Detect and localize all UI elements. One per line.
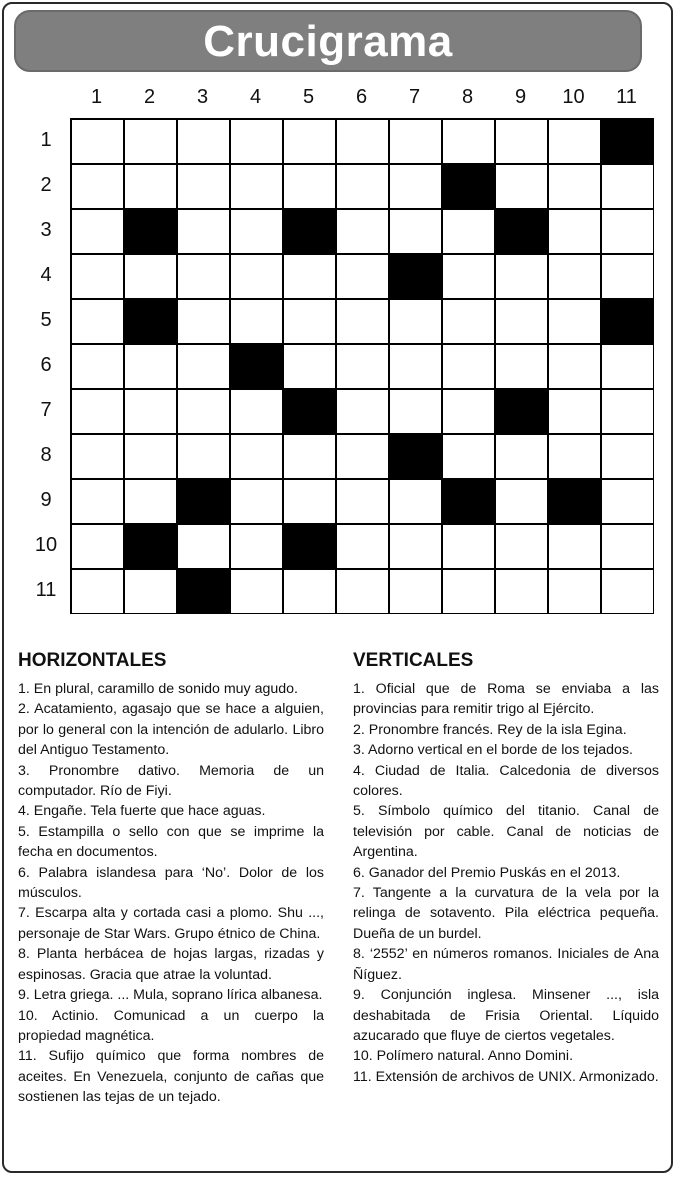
row-number: 6 — [40, 354, 52, 376]
grid-cell[interactable] — [549, 255, 600, 298]
grid-cell[interactable] — [337, 300, 388, 343]
grid-cell[interactable] — [72, 165, 123, 208]
grid-cell[interactable] — [443, 120, 494, 163]
grid-cell[interactable] — [443, 255, 494, 298]
grid-cell[interactable] — [602, 255, 653, 298]
title-banner — [14, 10, 642, 72]
row-number: 7 — [40, 399, 52, 421]
crossword-grid — [70, 118, 654, 614]
grid-cell[interactable] — [337, 255, 388, 298]
column-number: 7 — [408, 86, 421, 108]
grid-cell[interactable] — [390, 210, 441, 253]
black-cell — [284, 390, 335, 433]
grid-cell[interactable] — [337, 390, 388, 433]
grid-cell[interactable] — [72, 120, 123, 163]
row-number: 2 — [40, 174, 52, 196]
black-cell — [125, 210, 176, 253]
grid-cell[interactable] — [231, 435, 282, 478]
grid-cell[interactable] — [549, 210, 600, 253]
grid-cell[interactable] — [284, 345, 335, 388]
black-cell — [178, 570, 229, 613]
grid-cell[interactable] — [390, 165, 441, 208]
grid-cell[interactable] — [231, 480, 282, 523]
grid-cell[interactable] — [496, 345, 547, 388]
clue-item: 5. Símbolo químico del titanio. Canal de televisión por cable. Canal de noticias de Argentina. — [353, 803, 659, 861]
grid-cell[interactable] — [390, 300, 441, 343]
row-number: 1 — [40, 129, 52, 151]
grid-cell[interactable] — [125, 390, 176, 433]
grid-cell[interactable] — [178, 165, 229, 208]
grid-cell[interactable] — [231, 300, 282, 343]
grid-cell[interactable] — [602, 525, 653, 568]
column-number: 8 — [461, 86, 474, 108]
black-cell — [496, 210, 547, 253]
grid-cell[interactable] — [231, 390, 282, 433]
grid-cell[interactable] — [390, 570, 441, 613]
horizontales-heading: HORIZONTALES — [18, 650, 167, 671]
clue-item: 8. ‘2552’ en números romanos. Iniciales de Ana Ñíguez. — [353, 946, 659, 983]
black-cell — [284, 525, 335, 568]
column-number: 11 — [616, 86, 637, 108]
grid-cell[interactable] — [178, 345, 229, 388]
grid-cell[interactable] — [549, 390, 600, 433]
column-number: 1 — [90, 86, 103, 108]
black-cell — [390, 255, 441, 298]
clue-item: 6. Ganador del Premio Puskás en el 2013. — [353, 864, 621, 881]
clue-item: 11. Sufijo químico que forma nombres de aceites. En Venezuela, conjunto de cañas que sostienen las tejas de un tejado. — [18, 1048, 324, 1106]
column-number: 2 — [143, 86, 156, 108]
grid-cell[interactable] — [178, 120, 229, 163]
clue-item: 7. Escarpa alta y cortada casi a plomo. Shu ..., personaje de Star Wars. Grupo étnico de China. — [18, 905, 324, 942]
row-number: 5 — [40, 309, 52, 331]
black-cell — [443, 480, 494, 523]
grid-cell[interactable] — [443, 210, 494, 253]
black-cell — [496, 390, 547, 433]
black-cell — [125, 300, 176, 343]
grid-cell[interactable] — [178, 435, 229, 478]
grid-cell[interactable] — [125, 435, 176, 478]
black-cell — [231, 345, 282, 388]
black-cell — [602, 120, 653, 163]
grid-cell[interactable] — [72, 255, 123, 298]
clue-item: 5. Estampilla o sello con que se imprime la fecha en documentos. — [18, 823, 324, 861]
grid-cell[interactable] — [231, 165, 282, 208]
clue-item: 9. Letra griega. ... Mula, soprano lírica albanesa. — [18, 987, 323, 1004]
grid-cell[interactable] — [125, 570, 176, 613]
grid-cell[interactable] — [125, 165, 176, 208]
grid-cell[interactable] — [602, 435, 653, 478]
column-number: 10 — [562, 86, 585, 108]
black-cell — [178, 480, 229, 523]
grid-cell[interactable] — [231, 120, 282, 163]
column-number: 6 — [355, 86, 368, 108]
grid-cell[interactable] — [178, 255, 229, 298]
grid-cell[interactable] — [337, 480, 388, 523]
clue-item: 7. Tangente a la curvatura de la vela por la relinga de sotavento. Pila eléctrica pequeña. Dueña de un burdel. — [353, 885, 659, 942]
horizontales-clue-list — [18, 679, 324, 1108]
clue-item: 1. Oficial que de Roma se enviaba a las provincias para remitir trigo al Ejército. — [353, 681, 659, 718]
black-cell — [125, 525, 176, 568]
grid-cell[interactable] — [125, 345, 176, 388]
grid-cell[interactable] — [178, 525, 229, 568]
grid-cell[interactable] — [496, 120, 547, 163]
grid-cell[interactable] — [284, 435, 335, 478]
row-number: 9 — [40, 489, 52, 511]
page-title: Crucigrama — [203, 17, 453, 66]
grid-cell[interactable] — [284, 120, 335, 163]
grid-cell[interactable] — [284, 255, 335, 298]
black-cell — [549, 480, 600, 523]
grid-cell[interactable] — [125, 480, 176, 523]
grid-cell[interactable] — [125, 120, 176, 163]
grid-cell[interactable] — [72, 525, 123, 568]
grid-cell[interactable] — [390, 390, 441, 433]
grid-cell[interactable] — [390, 525, 441, 568]
grid-cell[interactable] — [231, 255, 282, 298]
grid-cell[interactable] — [443, 570, 494, 613]
grid-cell[interactable] — [231, 210, 282, 253]
row-number: 8 — [40, 444, 52, 466]
clue-item: 6. Palabra islandesa para ‘No’. Dolor de los músculos. — [18, 864, 324, 902]
grid-cell[interactable] — [443, 300, 494, 343]
grid-cell[interactable] — [337, 120, 388, 163]
grid-cell[interactable] — [72, 390, 123, 433]
row-number: 4 — [40, 264, 52, 286]
grid-cell[interactable] — [602, 210, 653, 253]
grid-cell[interactable] — [390, 345, 441, 388]
grid-cell[interactable] — [549, 120, 600, 163]
clue-item: 2. Acatamiento, agasajo que se hace a alguien, por lo general con la intención de adularlo. Libro del Antiguo Testamento. — [18, 701, 324, 759]
grid-cell[interactable] — [549, 345, 600, 388]
clue-item: 11. Extensión de archivos de UNIX. Armonizado. — [353, 1068, 659, 1085]
grid-cell[interactable] — [549, 525, 600, 568]
clue-item: 10. Actinio. Comunicad a un cuerpo la propiedad magnética. — [18, 1007, 324, 1044]
column-number: 4 — [249, 86, 262, 108]
grid-cell[interactable] — [284, 570, 335, 613]
grid-cell[interactable] — [496, 525, 547, 568]
grid-cell[interactable] — [602, 345, 653, 388]
grid-cell[interactable] — [72, 345, 123, 388]
grid-cell[interactable] — [443, 525, 494, 568]
grid-cell[interactable] — [390, 120, 441, 163]
grid-cell[interactable] — [496, 255, 547, 298]
grid-cell[interactable] — [125, 255, 176, 298]
grid-cell[interactable] — [231, 525, 282, 568]
clue-item: 1. En plural, caramillo de sonido muy agudo. — [18, 681, 298, 697]
grid-cell[interactable] — [337, 165, 388, 208]
grid-cell[interactable] — [496, 300, 547, 343]
clue-item: 3. Pronombre dativo. Memoria de un computador. Río de Fiyi. — [18, 762, 324, 800]
verticales-clue-list — [353, 679, 659, 1087]
row-number: 10 — [34, 534, 58, 556]
grid-cell[interactable] — [337, 345, 388, 388]
grid-cell[interactable] — [337, 210, 388, 253]
grid-cell[interactable] — [72, 210, 123, 253]
clue-item: 8. Planta herbácea de hojas largas, rizadas y espinosas. Gracia que atrae la voluntad. — [18, 946, 324, 983]
grid-cell[interactable] — [602, 390, 653, 433]
grid-cell[interactable] — [178, 300, 229, 343]
black-cell — [284, 210, 335, 253]
grid-cell[interactable] — [337, 435, 388, 478]
grid-cell[interactable] — [602, 480, 653, 523]
grid-cell[interactable] — [443, 435, 494, 478]
grid-cell[interactable] — [72, 570, 123, 613]
grid-cell[interactable] — [602, 570, 653, 613]
grid-cell[interactable] — [72, 480, 123, 523]
grid-cell[interactable] — [337, 525, 388, 568]
verticales-heading: VERTICALES — [353, 650, 474, 671]
clue-item: 4. Engañe. Tela fuerte que hace aguas. — [18, 803, 266, 820]
clue-item: 2. Pronombre francés. Rey de la isla Egina. — [353, 721, 627, 738]
clue-item: 3. Adorno vertical en el borde de los tejados. — [353, 742, 633, 759]
grid-cell[interactable] — [178, 210, 229, 253]
clue-item: 9. Conjunción inglesa. Minsener ..., isla deshabitada de Frisia Oriental. Líquido azucarado que fluye de ciertos vegetales. — [353, 987, 659, 1044]
grid-cell[interactable] — [443, 345, 494, 388]
grid-cell[interactable] — [231, 570, 282, 613]
grid-cell[interactable] — [549, 435, 600, 478]
grid-cell[interactable] — [390, 480, 441, 523]
grid-cell[interactable] — [337, 570, 388, 613]
grid-cell[interactable] — [496, 570, 547, 613]
grid-cell[interactable] — [72, 435, 123, 478]
grid-cell[interactable] — [549, 165, 600, 208]
black-cell — [443, 165, 494, 208]
grid-cell[interactable] — [549, 570, 600, 613]
grid-cell[interactable] — [496, 435, 547, 478]
column-number: 9 — [514, 86, 527, 108]
grid-cell[interactable] — [284, 165, 335, 208]
black-cell — [602, 300, 653, 343]
row-number: 11 — [35, 579, 57, 601]
grid-cell[interactable] — [178, 390, 229, 433]
column-number: 3 — [196, 86, 209, 108]
grid-cell[interactable] — [496, 165, 547, 208]
grid-cell[interactable] — [496, 480, 547, 523]
grid-cell[interactable] — [602, 165, 653, 208]
grid-cell[interactable] — [284, 300, 335, 343]
clue-item: 4. Ciudad de Italia. Calcedonia de diversos colores. — [353, 762, 659, 800]
grid-cell[interactable] — [443, 390, 494, 433]
grid-cell[interactable] — [549, 300, 600, 343]
clue-item: 10. Polímero natural. Anno Domini. — [353, 1048, 574, 1065]
column-number: 5 — [302, 86, 315, 108]
row-number: 3 — [40, 219, 52, 241]
grid-cell[interactable] — [284, 480, 335, 523]
grid-cell[interactable] — [72, 300, 123, 343]
black-cell — [390, 435, 441, 478]
